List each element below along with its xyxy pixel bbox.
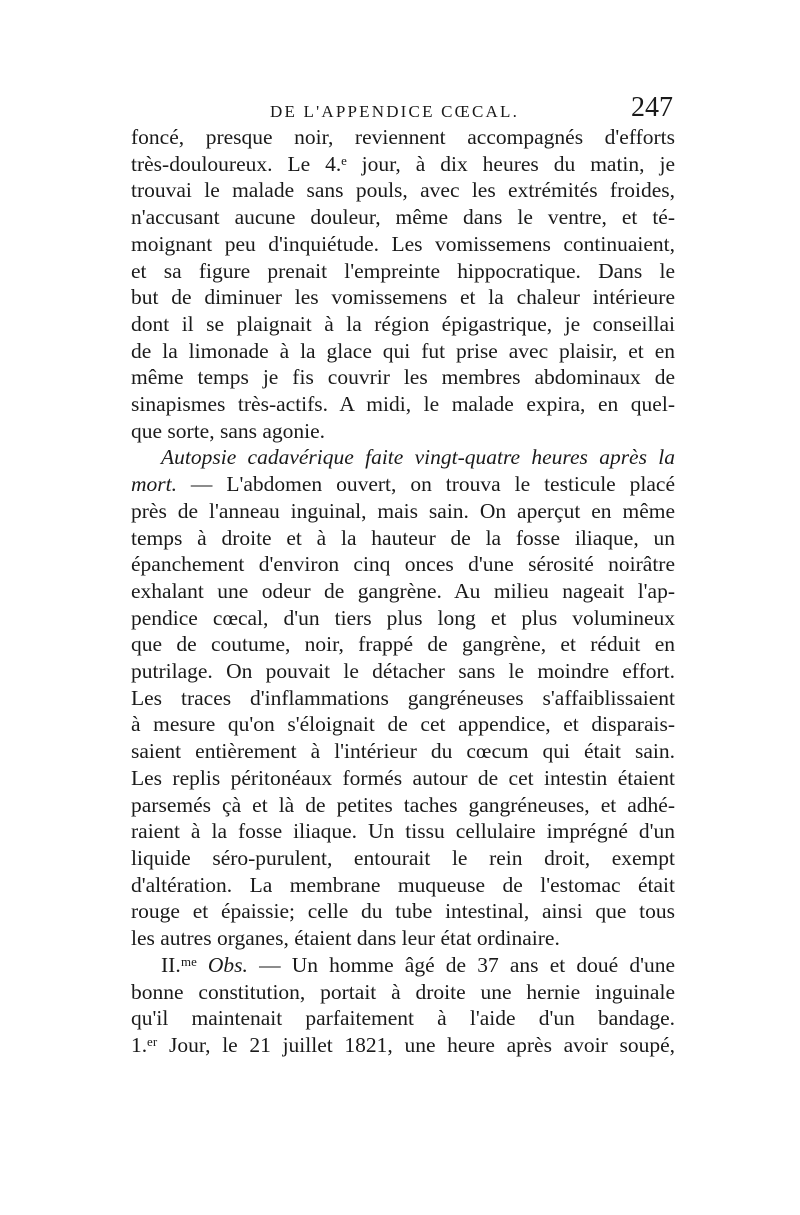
text-line: n'accusant aucune douleur, même dans le ventre, et té-	[131, 205, 675, 230]
text-line: dont il se plaignait à la région épigastrique, je conseillai	[131, 311, 675, 336]
page-number: 247	[631, 92, 673, 123]
autopsy-heading-end: mort.	[131, 472, 177, 497]
observation-number: II.ᵐᵉ	[161, 952, 197, 977]
text-line: et sa figure prenait l'empreinte hippocratique. Dans le	[131, 258, 675, 283]
observation-day-text: le 21 juillet 1821, une heure après avoir soupé,	[210, 1032, 675, 1057]
observation-day-label: 1.ᵉʳ Jour,	[131, 1032, 211, 1057]
text-line: de la limonade à la glace qui fut prise avec plaisir, et en	[131, 338, 675, 363]
autopsy-first-text: — L'abdomen ouvert, on trouva le testicule placé	[177, 472, 675, 497]
text-line: rouge et épaissie; celle du tube intestinal, ainsi que tous	[131, 899, 675, 924]
page-header	[135, 88, 675, 128]
text-line: les autres organes, étaient dans leur état ordinaire.	[131, 926, 560, 951]
observation-first-text: — Un homme âgé de 37 ans et doué d'une	[247, 952, 675, 977]
text-line: parsemés çà et là de petites taches gangréneuses, et adhé-	[131, 792, 675, 817]
text-line: trouvai le malade sans pouls, avec les extrémités froides,	[131, 178, 675, 203]
text-line: épanchement d'environ cinq onces d'une sérosité noirâtre	[131, 552, 675, 577]
observation-label: Obs.	[207, 952, 248, 977]
text-line: très-douloureux. Le 4.ᵉ jour, à dix heures du matin, je	[131, 151, 675, 176]
text-line: à mesure qu'on s'éloignait de cet appendice, et disparais-	[131, 712, 675, 737]
text-line: liquide séro-purulent, entourait le rein droit, exempt	[131, 845, 675, 870]
text-line: près de l'anneau inguinal, mais sain. On aperçut en même	[131, 498, 675, 523]
text-line: Les replis péritonéaux formés autour de cet intestin étaient	[131, 765, 675, 790]
text-line: d'altération. La membrane muqueuse de l'estomac était	[131, 872, 675, 897]
running-title: DE L'APPENDICE CŒCAL.	[270, 102, 520, 121]
text-line: raient à la fosse iliaque. Un tissu cellulaire imprégné d'un	[131, 819, 675, 844]
text-line: saient entièrement à l'intérieur du cœcum qui était sain.	[131, 739, 675, 764]
body-text	[131, 124, 675, 1059]
text-line: temps à droite et à la hauteur de la fosse iliaque, un	[131, 525, 675, 550]
autopsy-heading-line	[131, 444, 675, 471]
text-line: sinapismes très-actifs. A midi, le malade expira, en quel-	[131, 392, 675, 417]
text-line: que de coutume, noir, frappé de gangrène, et réduit en	[131, 632, 675, 657]
text-line: foncé, presque noir, reviennent accompagnés d'efforts	[131, 125, 675, 149]
text-line: bonne constitution, portait à droite une hernie inguinale	[131, 979, 675, 1004]
autopsy-heading: Autopsie cadavérique faite vingt-quatre heures après la	[161, 445, 675, 470]
observation-first-line	[131, 952, 675, 979]
text-line: qu'il maintenait parfaitement à l'aide d'un bandage.	[131, 1006, 675, 1031]
text-line: Les traces d'inflammations gangréneuses s'affaiblissaient	[131, 685, 675, 710]
text-line: moignant peu d'inquiétude. Les vomissemens continuaient,	[131, 231, 675, 256]
text-line: pendice cœcal, d'un tiers plus long et plus volumineux	[131, 605, 675, 630]
text-line: but de diminuer les vomissemens et la chaleur intérieure	[131, 285, 675, 310]
observation-day-line	[131, 1032, 675, 1059]
autopsy-first-line	[131, 471, 675, 498]
text-line: même temps je fis couvrir les membres abdominaux de	[131, 365, 675, 390]
text-line: exhalant une odeur de gangrène. Au milieu nageait l'ap-	[131, 578, 675, 603]
text-line: putrilage. On pouvait le détacher sans le moindre effort.	[131, 659, 675, 684]
text-line: que sorte, sans agonie.	[131, 418, 326, 443]
